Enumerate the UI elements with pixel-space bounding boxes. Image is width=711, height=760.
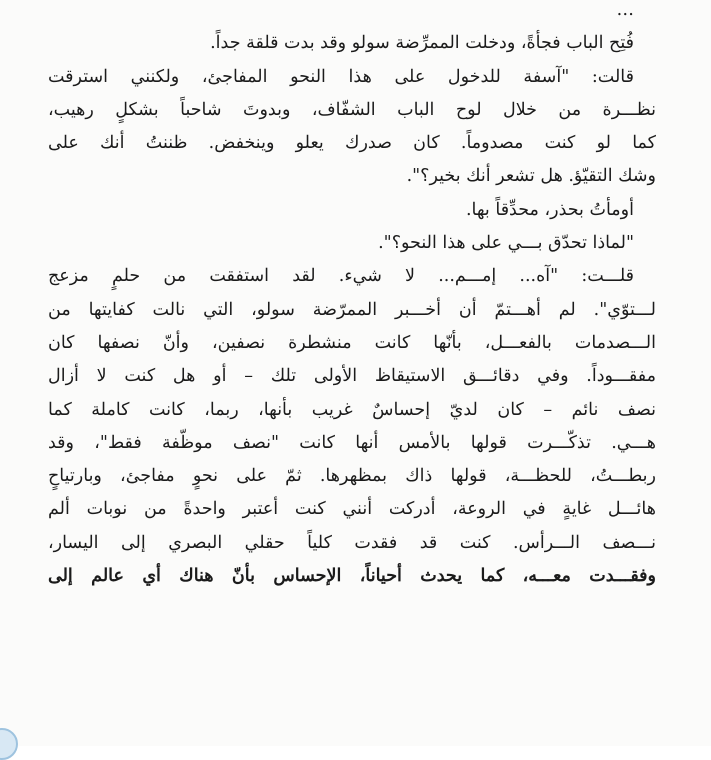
text-line-7: أومأتُ بحذر، محدِّقاً بها. [465,199,634,220]
text-line-14: هـــي. تذكّـــرت قولها بالأمس أنها كانت "نصف موظّفة فقط"، وقد [48,432,656,453]
text-line-4: نظـــرة من خلال لوح الباب الشفّاف، وبدوتَ شاحباً بشكلٍ رهيب، [48,99,656,120]
text-line-10: لـــتوّي". لم أهـــتمّ أن أخـــبر الممرّضة سولو، التي نالت كفايتها من [48,299,656,320]
text-line-8: "لماذا تحدّق بـــي على هذا النحو؟". [378,233,634,254]
text-line-15: ربطـــتُ، للحظـــة، قولها ذاك بمظهرها. ثمّ على نحوٍ مفاجئ، وبارتياحٍ [48,466,656,487]
text-line-18: وفقـــدت معـــه، كما يحدث أحياناً، الإحساس بأنّ هناك أي عالم إلى [48,566,656,587]
text-line-11: الـــصدمات بالفعـــل، بأنّها كانت منشطرة نصفين، وأنّ نصفها كان [48,332,656,353]
text-line-2: فُتِح الباب فجأةً، ودخلت الممرِّضة سولو وقد بدت قلقة جداً. [210,33,634,54]
text-line-5: كما لو كنت مصدوماً. كان صدرك يعلو وينخفض. ظننتُ أنك على [48,133,656,154]
book-page-text [48,0,656,593]
text-line-9: قلـــت: "آه... إمـــم... لا شيء. لقد استفقت من حلمٍ مزعج [48,266,634,287]
text-line-1: … [616,0,634,20]
text-line-3: قالت: "آسفة للدخول على هذا النحو المفاجئ، ولكنني استرقت [48,66,634,87]
text-line-16: هائـــل غايةٍ في الروعة، أدركت أنني كنت أعتبر واحدةً من نوبات ألم [48,499,656,520]
text-line-12: مفقـــوداً. وفي دقائـــق الاستيقاظ الأولى تلك – أو هل كنت لا أزال [48,366,656,387]
text-line-13: نصف نائم – كان لديّ إحساسٌ غريب بأنها، ربما، كانت كاملة كما [48,399,656,420]
text-line-6: وشك التقيّؤ. هل تشعر أنك بخير؟". [406,166,656,187]
text-line-17: نـــصف الـــرأس. كنت قد فقدت كلياً حقلي البصري إلى اليسار، [48,532,656,553]
